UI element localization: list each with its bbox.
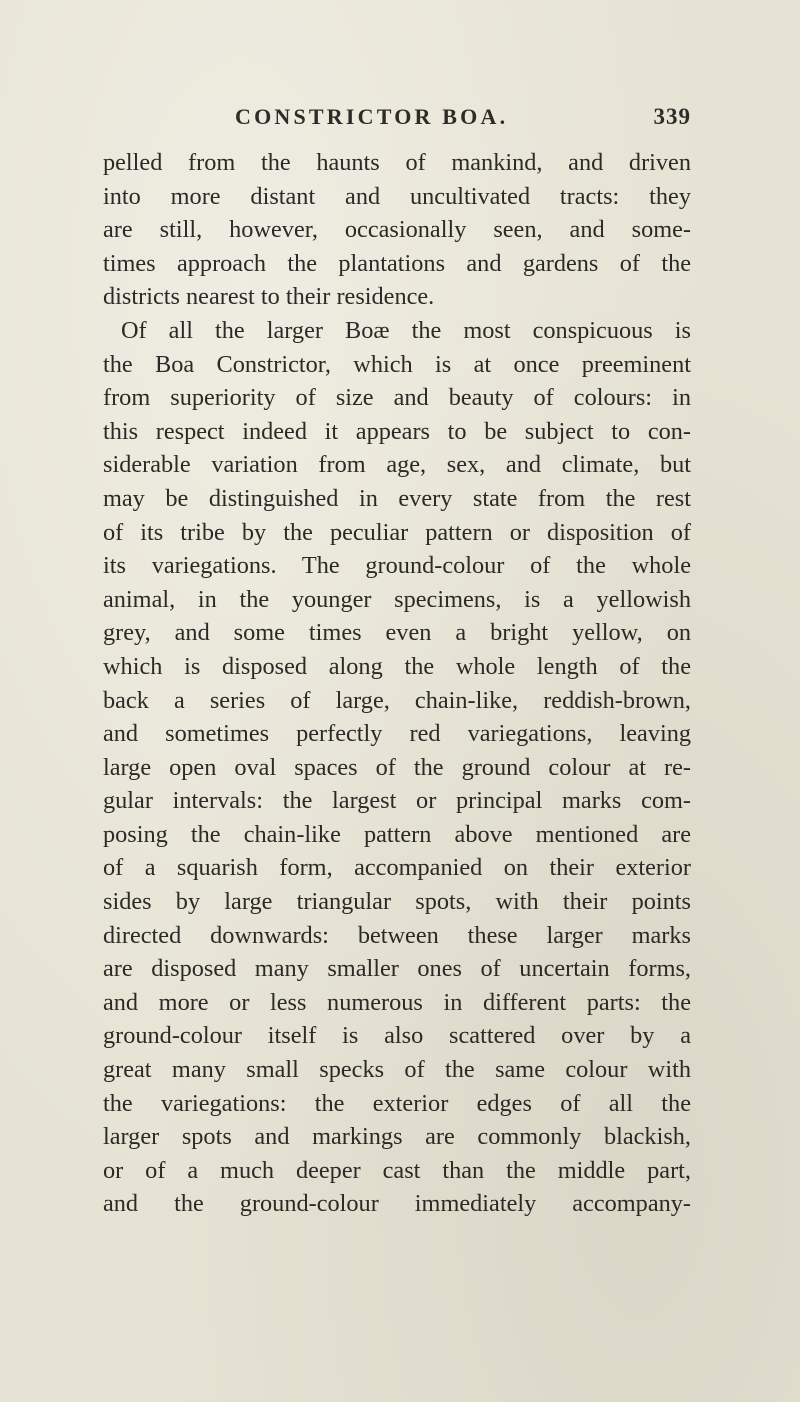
text-line: the Boa Constrictor, which is at once preeminent — [103, 350, 691, 378]
text-line: siderable variation from age, sex, and climate, but — [103, 451, 691, 479]
text-line: and sometimes perfectly red variegations, leaving — [103, 720, 691, 748]
text-line: Of all the larger Boæ the most conspicuous is — [121, 316, 691, 344]
text-line: larger spots and markings are commonly blackish, — [103, 1123, 691, 1151]
text-line: this respect indeed it appears to be subject to con- — [103, 417, 691, 445]
text-line: times approach the plantations and gardens of the — [103, 249, 691, 277]
text-line: may be distinguished in every state from the rest — [103, 484, 691, 512]
text-line: animal, in the younger specimens, is a yellowish — [103, 585, 691, 613]
text-line: ground-colour itself is also scattered over by a — [103, 1022, 691, 1050]
text-line: are disposed many smaller ones of uncertain forms, — [103, 955, 691, 983]
text-line: grey, and some times even a bright yellow, on — [103, 619, 691, 647]
text-line: back a series of large, chain-like, reddish-brown, — [103, 686, 691, 714]
text-line: into more distant and uncultivated tracts: they — [103, 182, 691, 210]
text-line: and more or less numerous in different parts: the — [103, 988, 691, 1016]
text-line: gular intervals: the largest or principal marks com- — [103, 787, 691, 815]
running-title: CONSTRICTOR BOA. — [235, 104, 509, 129]
running-head — [235, 104, 691, 138]
text-line: or of a much deeper cast than the middle part, — [103, 1156, 691, 1184]
text-line: large open oval spaces of the ground colour at re- — [103, 753, 691, 781]
page-number: 339 — [653, 104, 691, 129]
text-line: its variegations. The ground-colour of the whole — [103, 552, 691, 580]
text-line: of a squarish form, accompanied on their exterior — [103, 854, 691, 882]
text-line: the variegations: the exterior edges of all the — [103, 1089, 691, 1117]
text-line: are still, however, occasionally seen, and some- — [103, 216, 691, 244]
text-line: of its tribe by the peculiar pattern or disposition of — [103, 518, 691, 546]
body-text — [103, 146, 691, 1221]
text-line: sides by large triangular spots, with their points — [103, 888, 691, 916]
text-line: districts nearest to their residence. — [103, 283, 435, 311]
text-line: great many small specks of the same colour with — [103, 1056, 691, 1084]
text-line: pelled from the haunts of mankind, and driven — [103, 149, 691, 176]
text-line: from superiority of size and beauty of colours: in — [103, 384, 691, 412]
text-line: posing the chain-like pattern above mentioned are — [103, 820, 691, 848]
text-line: and the ground-colour immediately accompany- — [103, 1190, 691, 1218]
text-line: which is disposed along the whole length of the — [103, 652, 691, 680]
text-line: directed downwards: between these larger marks — [103, 921, 691, 949]
